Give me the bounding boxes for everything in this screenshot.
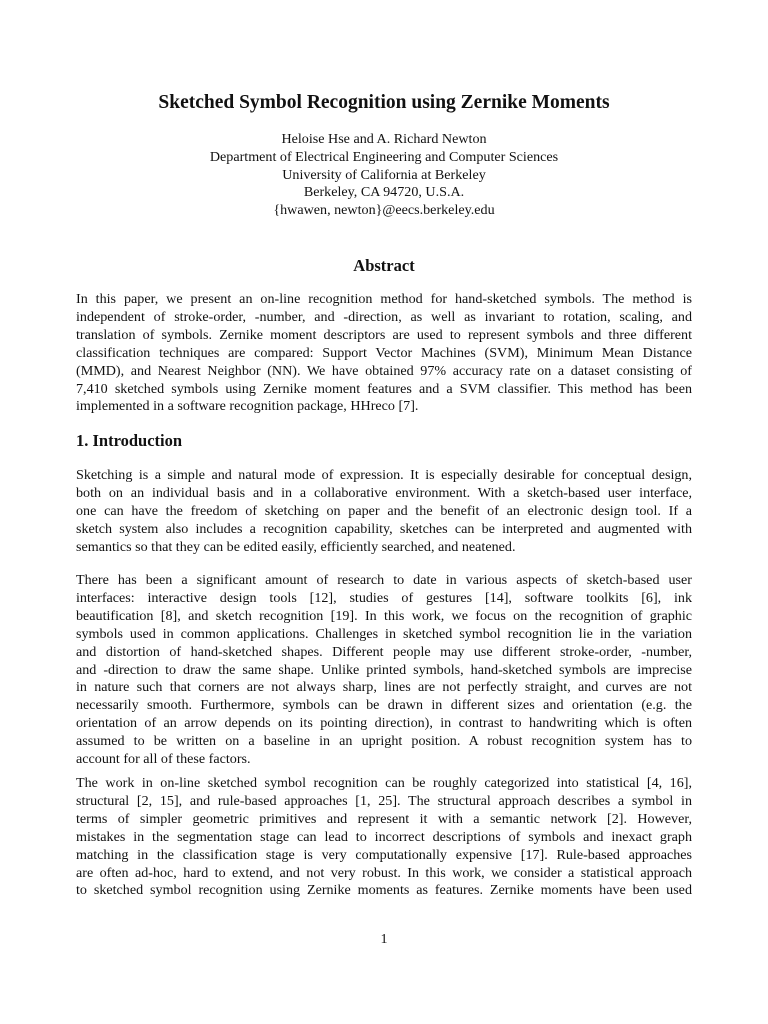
author-email: {hwawen, newton}@eecs.berkeley.edu: [273, 202, 495, 219]
abstract-line: classification techniques are compared: Support Vector Machines (SVM), Minimum Mean Distance: [76, 344, 692, 361]
text-line: There has been a significant amount of research to date in various aspects of sketch-based user: [76, 572, 692, 588]
abstract-line: independent of stroke-order, -number, and -direction, as well as invariant to rotation, scaling, and: [76, 308, 692, 325]
author-address: Berkeley, CA 94720, U.S.A.: [303, 184, 465, 201]
text-line: and distortion of hand-sketched shapes. Different people may use different stroke-order, -number,: [76, 643, 692, 660]
text-line: interfaces: interactive design tools [12], studies of gestures [14], software toolkits [6], ink: [76, 589, 692, 606]
abstract-paragraph: [76, 291, 692, 416]
abstract-heading: Abstract: [353, 256, 415, 275]
text-line: and -direction to draw the same shape. Unlike printed symbols, hand-sketched symbols are imprecise: [76, 661, 692, 678]
text-line: one can have the freedom of sketching on paper and the benefit of an electronic design tool. If a: [76, 502, 692, 519]
abstract-line: implemented in a software recognition package, HHreco [7].: [76, 398, 419, 415]
text-line: both on an individual basis and in a collaborative environment. With a sketch-based user interface,: [76, 484, 692, 501]
abstract-line: (MMD), and Nearest Neighbor (NN). We have obtained 97% accuracy rate on a dataset consisting of: [76, 362, 692, 379]
author-block: [0, 131, 768, 220]
text-line: Sketching is a simple and natural mode of expression. It is especially desirable for conceptual design,: [76, 467, 692, 483]
text-line: are often ad-hoc, hard to extend, and not very robust. In this work, we consider a statistical approach: [76, 864, 692, 881]
text-line: sketch system also includes a recognition capability, sketches can be interpreted and augmented with: [76, 520, 692, 537]
text-line: orientation of an arrow depends on its pointing direction), in contrast to handwriting which is often: [76, 715, 692, 732]
paper-title: Sketched Symbol Recognition using Zernike Moments: [158, 92, 610, 113]
text-line: symbols used in common applications. Challenges in sketched symbol recognition lie in the variation: [76, 625, 692, 642]
text-line: The work in on-line sketched symbol recognition can be roughly categorized into statistical [4, 16],: [76, 775, 692, 791]
text-line: account for all of these factors.: [76, 751, 251, 768]
text-line: structural [2, 15], and rule-based approaches [1, 25]. The structural approach describes a symbol in: [76, 792, 692, 809]
text-line: necessarily smooth. Furthermore, symbols can be drawn in different sizes and orientation (e.g. the: [76, 697, 692, 714]
text-line: in nature such that corners are not always sharp, lines are not perfectly straight, and curves are not: [76, 679, 692, 696]
section-heading-introduction: 1. Introduction: [76, 431, 183, 450]
text-line: terms of simpler geometric primitives and represent it with a semantic network [2]. However,: [76, 810, 692, 827]
intro-paragraph-3: [76, 775, 692, 900]
abstract-line: translation of symbols. Zernike moment descriptors are used to represent symbols and three different: [76, 326, 692, 343]
intro-paragraph-1: [76, 467, 692, 557]
author-department: Department of Electrical Engineering and Computer Sciences: [209, 148, 559, 165]
abstract-line: In this paper, we present an on-line recognition method for hand-sketched symbols. The method is: [76, 291, 692, 307]
text-line: beautification [8], and sketch recognition [19]. In this work, we focus on the recognition of graphic: [76, 607, 692, 624]
page-number: 1: [380, 931, 388, 947]
text-line: matching in the classification stage is very computationally expensive [17]. Rule-based approaches: [76, 846, 692, 863]
author-names: Heloise Hse and A. Richard Newton: [281, 131, 487, 147]
intro-paragraph-2: [76, 572, 692, 769]
text-line: to sketched symbol recognition using Zernike moments as features. Zernike moments have been used: [76, 882, 692, 899]
text-line: semantics so that they can be edited easily, efficiently searched, and neatened.: [76, 538, 516, 555]
abstract-line: 7,410 sketched symbols using Zernike moment features and a SVM classifier. This method has been: [76, 380, 692, 397]
text-line: assumed to be written on a baseline in an upright position. A robust recognition system has to: [76, 733, 692, 750]
text-line: mistakes in the segmentation stage can lead to incorrect descriptions of symbols and inexact graph: [76, 828, 692, 845]
author-university: University of California at Berkeley: [282, 166, 486, 183]
